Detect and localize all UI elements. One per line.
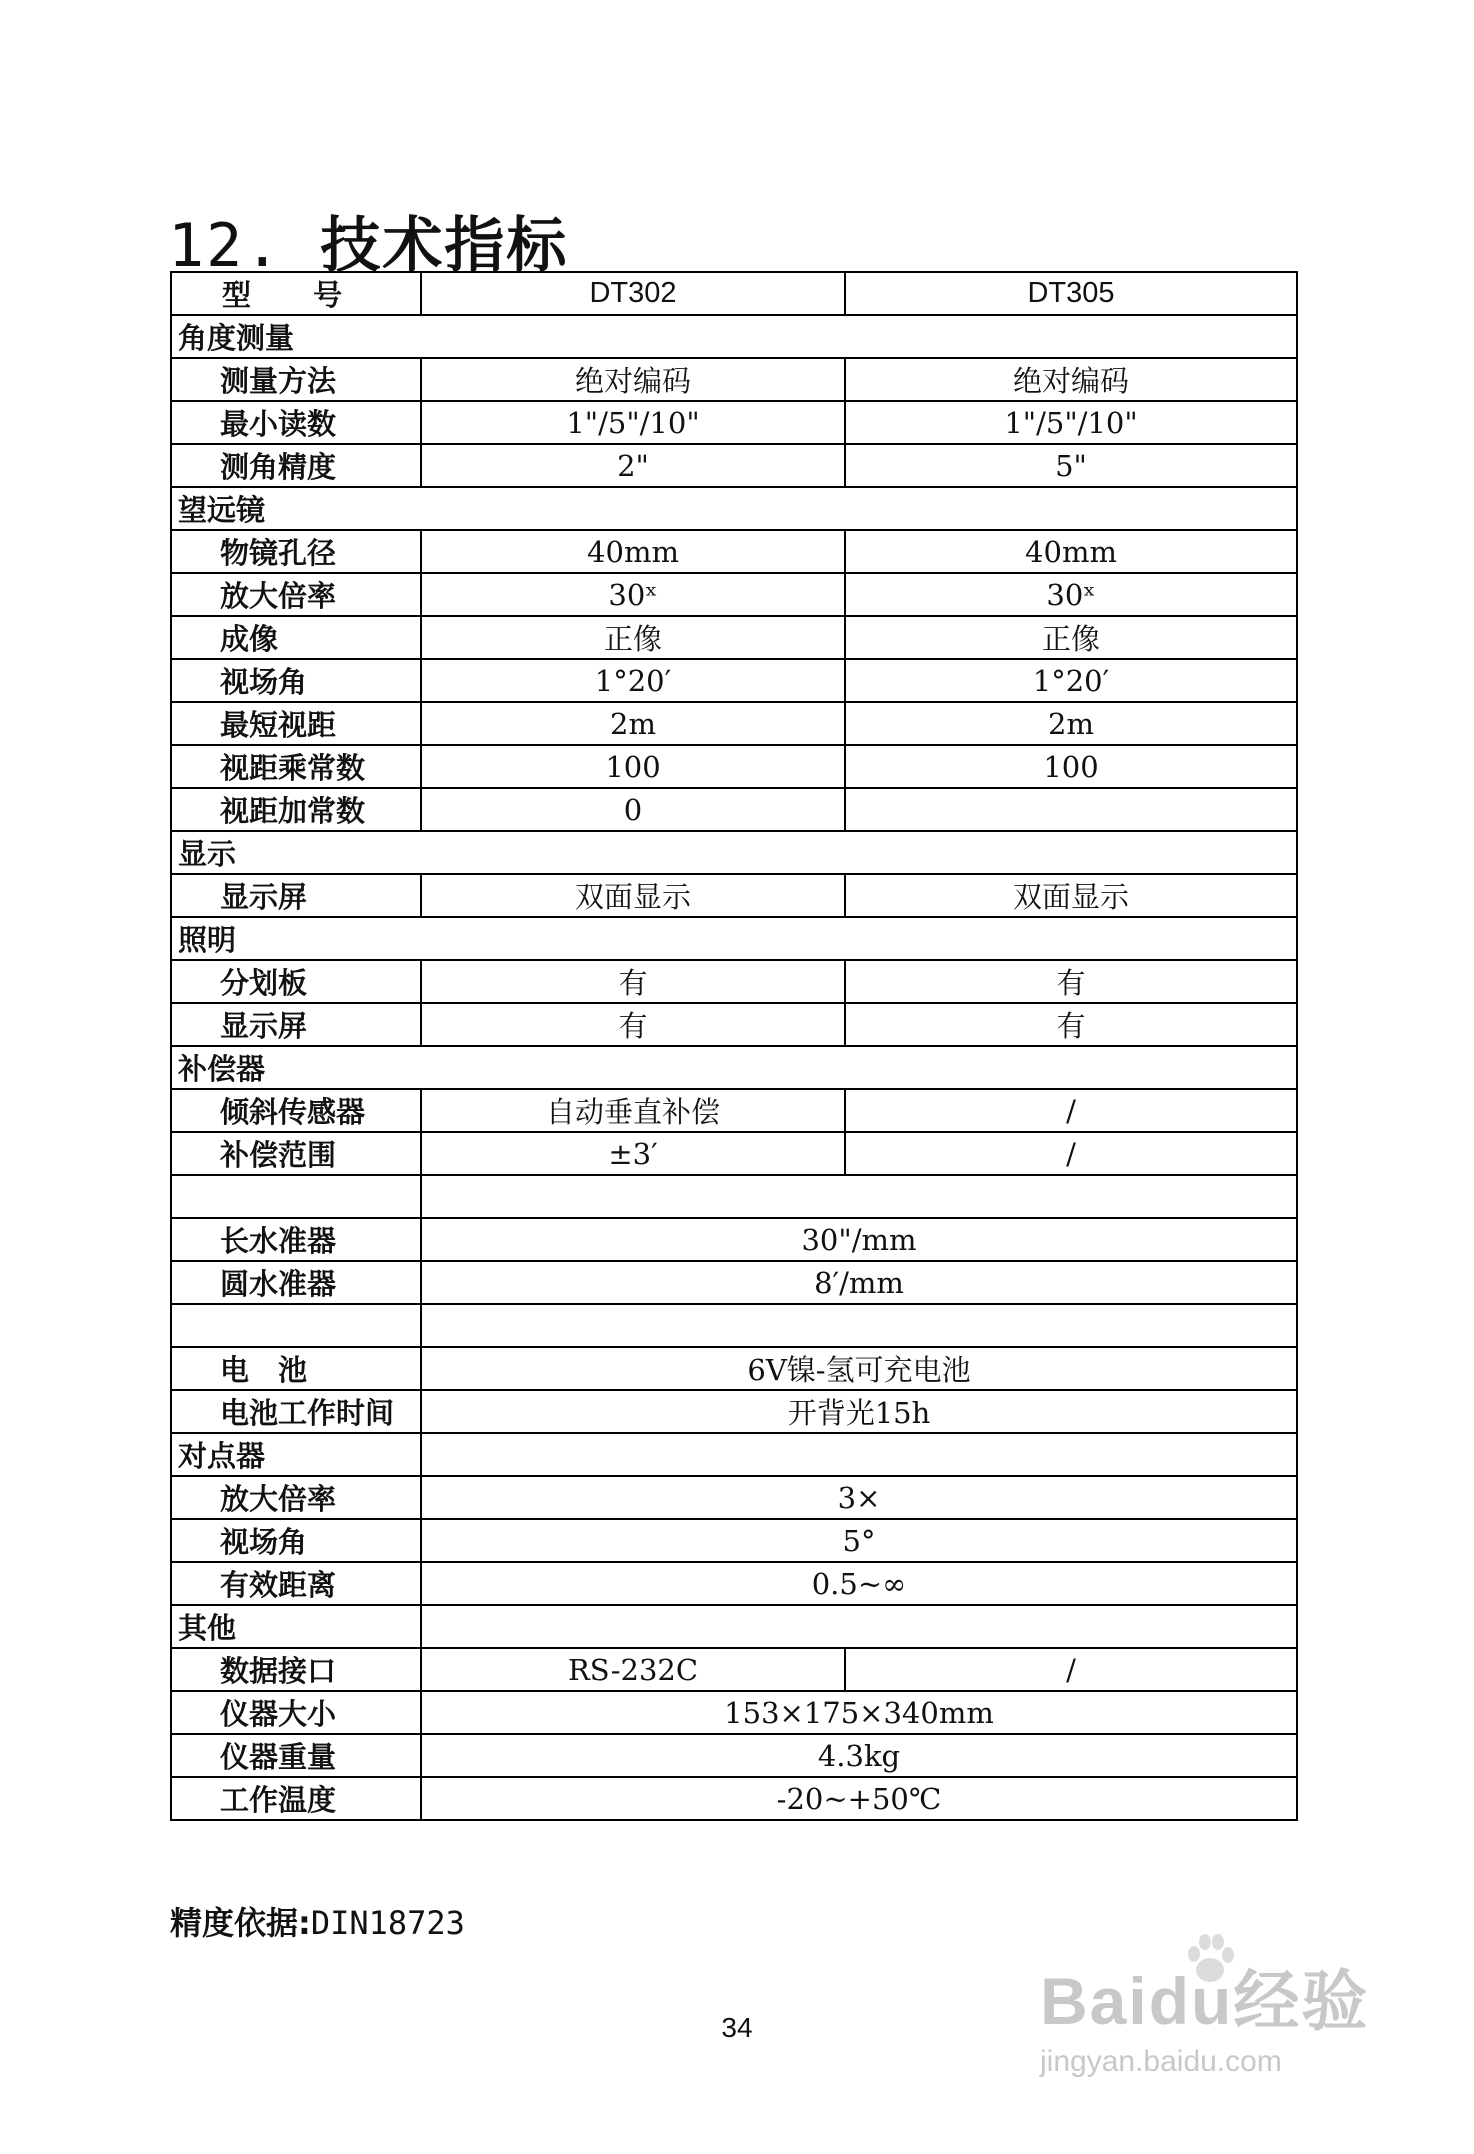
empty-cell — [421, 1605, 1297, 1648]
spec-table — [170, 271, 1298, 1821]
spec-label: 视场角 — [171, 1519, 421, 1562]
section-heading: 补偿器 — [171, 1046, 1297, 1089]
dt305-value — [845, 788, 1297, 831]
section-heading: 望远镜 — [171, 487, 1297, 530]
section-heading: 其他 — [171, 1605, 421, 1648]
dt302-value: 1"/5"/10" — [421, 401, 845, 444]
dt305-value: 正像 — [845, 616, 1297, 659]
watermark — [1040, 1948, 1369, 2079]
dt302-value: 1°20′ — [421, 659, 845, 702]
spec-label: 视场角 — [171, 659, 421, 702]
spec-label: 数据接口 — [171, 1648, 421, 1691]
table-row — [171, 315, 1297, 358]
page-number: 34 — [721, 2012, 753, 2043]
shared-value: 6V镍-氢可充电池 — [421, 1347, 1297, 1390]
dt302-value: 双面显示 — [421, 874, 845, 917]
table-row — [171, 1132, 1297, 1175]
dt305-value: 有 — [845, 1003, 1297, 1046]
dt305-value: 1°20′ — [845, 659, 1297, 702]
spec-label: 电池工作时间 — [171, 1390, 421, 1433]
table-row — [171, 573, 1297, 616]
watermark-url: jingyan.baidu.com — [1040, 2045, 1282, 2078]
dt305-value: / — [845, 1132, 1297, 1175]
table-row — [171, 487, 1297, 530]
table-row — [171, 1261, 1297, 1304]
dt305-value: 5" — [845, 444, 1297, 487]
spec-label: 补偿范围 — [171, 1132, 421, 1175]
spec-table-body — [171, 272, 1297, 1820]
spec-label: 倾斜传感器 — [171, 1089, 421, 1132]
spec-label: 最短视距 — [171, 702, 421, 745]
table-row — [171, 1648, 1297, 1691]
table-row — [171, 1390, 1297, 1433]
table-row — [171, 1304, 1297, 1347]
spec-label: 仪器大小 — [171, 1691, 421, 1734]
header-model-label: 型 号 — [171, 272, 421, 315]
table-row — [171, 745, 1297, 788]
dt305-value: 1"/5"/10" — [845, 401, 1297, 444]
dt305-value: 绝对编码 — [845, 358, 1297, 401]
table-row — [171, 1519, 1297, 1562]
dt302-value: 0 — [421, 788, 845, 831]
table-row — [171, 1347, 1297, 1390]
header-dt302: DT302 — [421, 272, 845, 315]
dt302-value: 自动垂直补偿 — [421, 1089, 845, 1132]
spec-label: 长水准器 — [171, 1218, 421, 1261]
shared-value: -20~+50℃ — [421, 1777, 1297, 1820]
section-title: 技术指标 — [320, 211, 569, 281]
spec-label: 电 池 — [171, 1347, 421, 1390]
dt305-value: / — [845, 1089, 1297, 1132]
accuracy-basis-label: 精度依据: — [170, 1904, 311, 1942]
spec-label: 物镜孔径 — [171, 530, 421, 573]
dt302-value: 40mm — [421, 530, 845, 573]
table-row — [171, 1562, 1297, 1605]
dt305-value: 30ˣ — [845, 573, 1297, 616]
dt305-value: / — [845, 1648, 1297, 1691]
spec-label: 成像 — [171, 616, 421, 659]
table-row — [171, 444, 1297, 487]
dt305-value: 2m — [845, 702, 1297, 745]
section-heading: 角度测量 — [171, 315, 1297, 358]
dt302-value: 有 — [421, 1003, 845, 1046]
accuracy-basis-value: DIN18723 — [310, 1904, 465, 1942]
shared-value: 8′/mm — [421, 1261, 1297, 1304]
table-row — [171, 874, 1297, 917]
table-row — [171, 401, 1297, 444]
empty-cell — [171, 1175, 421, 1218]
accuracy-basis — [170, 1898, 465, 1944]
table-row — [171, 1046, 1297, 1089]
spec-label: 测量方法 — [171, 358, 421, 401]
shared-value: 5° — [421, 1519, 1297, 1562]
table-row — [171, 1089, 1297, 1132]
spec-label: 工作温度 — [171, 1777, 421, 1820]
shared-value: 153×175×340mm — [421, 1691, 1297, 1734]
spec-label: 有效距离 — [171, 1562, 421, 1605]
empty-cell — [421, 1433, 1297, 1476]
section-heading: 显示 — [171, 831, 1297, 874]
table-row — [171, 616, 1297, 659]
dt302-value: 100 — [421, 745, 845, 788]
spec-label: 分划板 — [171, 960, 421, 1003]
section-heading: 照明 — [171, 917, 1297, 960]
empty-cell — [171, 1304, 421, 1347]
dt305-value: 100 — [845, 745, 1297, 788]
spec-label: 测角精度 — [171, 444, 421, 487]
spec-label: 显示屏 — [171, 874, 421, 917]
dt302-value: 绝对编码 — [421, 358, 845, 401]
table-row — [171, 1476, 1297, 1519]
dt302-value: 2" — [421, 444, 845, 487]
table-row — [171, 702, 1297, 745]
table-row — [171, 917, 1297, 960]
dt302-value: 正像 — [421, 616, 845, 659]
shared-value: 4.3kg — [421, 1734, 1297, 1777]
table-row — [171, 1734, 1297, 1777]
table-row — [171, 530, 1297, 573]
spec-label: 放大倍率 — [171, 1476, 421, 1519]
spec-label: 仪器重量 — [171, 1734, 421, 1777]
spec-label: 圆水准器 — [171, 1261, 421, 1304]
table-row — [171, 659, 1297, 702]
dt302-value: 有 — [421, 960, 845, 1003]
spec-label: 放大倍率 — [171, 573, 421, 616]
dt302-value: 2m — [421, 702, 845, 745]
dt305-value: 有 — [845, 960, 1297, 1003]
shared-value: 0.5~∞ — [421, 1562, 1297, 1605]
shared-value: 3× — [421, 1476, 1297, 1519]
section-heading: 对点器 — [171, 1433, 421, 1476]
table-row — [171, 960, 1297, 1003]
empty-cell — [421, 1304, 1297, 1347]
table-row — [171, 788, 1297, 831]
spec-label: 视距乘常数 — [171, 745, 421, 788]
table-row — [171, 358, 1297, 401]
spec-label: 最小读数 — [171, 401, 421, 444]
spec-label: 视距加常数 — [171, 788, 421, 831]
watermark-brand: Baidu经验 — [1040, 1964, 1370, 2038]
dt305-value: 双面显示 — [845, 874, 1297, 917]
spec-label: 显示屏 — [171, 1003, 421, 1046]
table-row — [171, 1218, 1297, 1261]
section-number: 12. — [168, 211, 283, 281]
dt302-value: ±3′ — [421, 1132, 845, 1175]
dt302-value: 30ˣ — [421, 573, 845, 616]
header-dt305: DT305 — [845, 272, 1297, 315]
empty-cell — [421, 1175, 1297, 1218]
table-header-row — [171, 272, 1297, 315]
dt305-value: 40mm — [845, 530, 1297, 573]
table-row — [171, 831, 1297, 874]
table-row — [171, 1691, 1297, 1734]
table-row — [171, 1433, 1297, 1476]
table-row — [171, 1605, 1297, 1648]
shared-value: 30"/mm — [421, 1218, 1297, 1261]
shared-value: 开背光15h — [421, 1390, 1297, 1433]
table-row — [171, 1175, 1297, 1218]
table-row — [171, 1003, 1297, 1046]
dt302-value: RS-232C — [421, 1648, 845, 1691]
table-row — [171, 1777, 1297, 1820]
